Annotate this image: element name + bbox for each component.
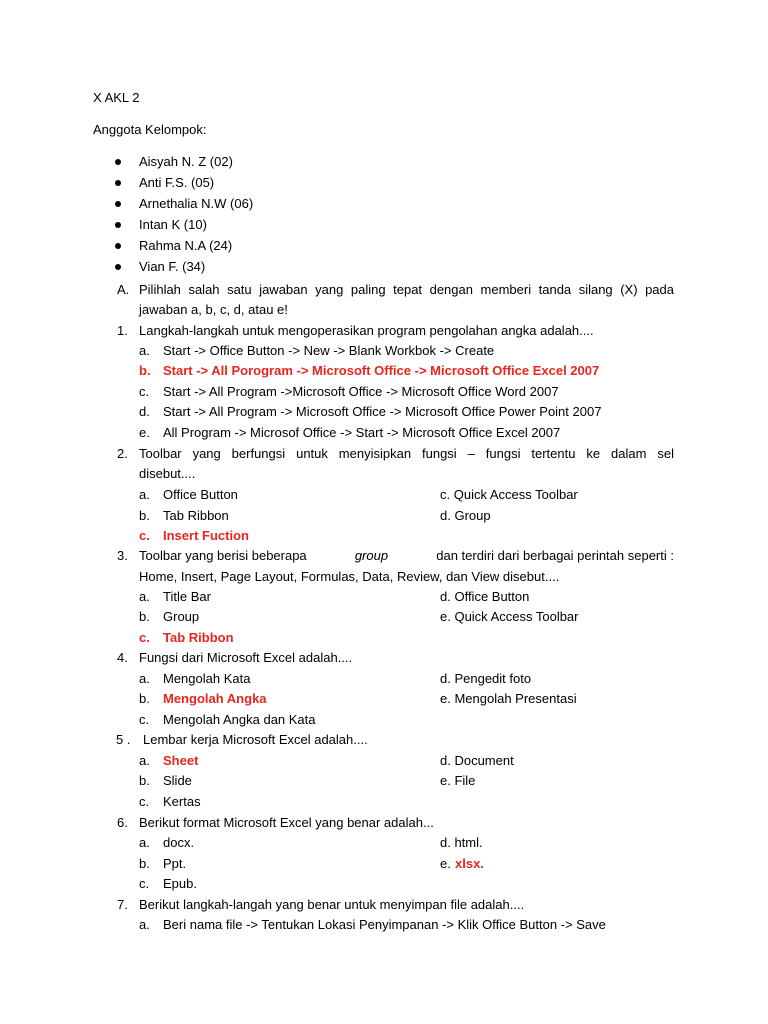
option-letter: a. bbox=[139, 589, 150, 604]
option-letter-correct: b. bbox=[139, 363, 151, 378]
option-text: d. Document bbox=[440, 753, 514, 768]
option-text: Start -> Office Button -> New -> Blank Workbok -> Create bbox=[163, 343, 495, 358]
question-text: Berikut format Microsoft Excel yang benar adalah... bbox=[139, 815, 434, 830]
question-text: Toolbar yang berfungsi untuk menyisipkan fungsi – fungsi tertentu ke dalam sel bbox=[139, 446, 674, 461]
class-title: X AKL 2 bbox=[93, 90, 140, 105]
question-number: 2. bbox=[117, 446, 128, 461]
question-number: 5 . bbox=[116, 732, 131, 747]
member-item: Anti F.S. (05) bbox=[139, 175, 215, 190]
option-text: Start -> All Program -> Microsoft Office -> Microsoft Office Power Point 2007 bbox=[163, 404, 602, 419]
option-text: docx. bbox=[163, 835, 195, 850]
member-item: Vian F. (34) bbox=[139, 259, 206, 274]
option-text: d. Pengedit foto bbox=[440, 671, 532, 686]
question-number: 6. bbox=[117, 815, 128, 830]
option-text: Mengolah Kata bbox=[163, 671, 251, 686]
correct-answer: Insert Fuction bbox=[163, 528, 249, 543]
option-letter-correct: c. bbox=[139, 528, 150, 543]
option-text: d. html. bbox=[440, 835, 483, 850]
option-text: Office Button bbox=[163, 487, 238, 502]
option-letter: b. bbox=[139, 773, 150, 788]
option-letter: e. bbox=[440, 856, 451, 871]
option-text: e. Mengolah Presentasi bbox=[440, 691, 577, 706]
option-letter: c. bbox=[139, 712, 150, 727]
question-number: 1. bbox=[117, 323, 128, 338]
question-text bbox=[139, 548, 674, 564]
member-item: Aisyah N. Z (02) bbox=[139, 154, 233, 169]
option-text: Kertas bbox=[163, 794, 201, 809]
option-text: Start -> All Program ->Microsoft Office -> Microsoft Office Word 2007 bbox=[163, 384, 559, 399]
option-text: All Program -> Microsof Office -> Start -> Microsoft Office Excel 2007 bbox=[163, 425, 561, 440]
bullet-icon bbox=[115, 159, 121, 165]
option-text: d. Office Button bbox=[440, 589, 530, 604]
bullet-icon bbox=[115, 243, 121, 249]
question-number: 7. bbox=[117, 897, 128, 912]
option-letter: a. bbox=[139, 487, 150, 502]
bullet-icon bbox=[115, 222, 121, 228]
option-letter: b. bbox=[139, 508, 150, 523]
option-letter: c. bbox=[139, 794, 150, 809]
correct-answer: Start -> All Porogram -> Microsoft Office -> Microsoft Office Excel 2007 bbox=[163, 363, 600, 378]
correct-answer: Sheet bbox=[163, 753, 199, 768]
option-text: Title Bar bbox=[163, 589, 211, 604]
option-letter: c. bbox=[139, 384, 150, 399]
option-text: Beri nama file -> Tentukan Lokasi Penyimpanan -> Klik Office Button -> Save bbox=[163, 917, 606, 932]
option-letter: b. bbox=[139, 609, 150, 624]
question-text-cont: disebut.... bbox=[139, 466, 196, 481]
question-text: Berikut langkah-langah yang benar untuk menyimpan file adalah.... bbox=[139, 897, 525, 912]
option-text: e. File bbox=[440, 773, 476, 788]
option-letter: a. bbox=[139, 917, 150, 932]
question-text: Fungsi dari Microsoft Excel adalah.... bbox=[139, 650, 353, 665]
question-text: Langkah-langkah untuk mengoperasikan program pengolahan angka adalah.... bbox=[139, 323, 594, 338]
option-text: e. Quick Access Toolbar bbox=[440, 609, 579, 624]
option-letter: e. bbox=[139, 425, 150, 440]
member-item: Intan K (10) bbox=[139, 217, 207, 232]
option-letter: a. bbox=[139, 671, 150, 686]
question-emphasis: group bbox=[354, 548, 389, 563]
correct-answer: Mengolah Angka bbox=[163, 691, 267, 706]
option-letter: a. bbox=[139, 343, 150, 358]
instruction-line-2: jawaban a, b, c, d, atau e! bbox=[139, 302, 288, 317]
option-text: Mengolah Angka dan Kata bbox=[163, 712, 316, 727]
member-item: Arnethalia N.W (06) bbox=[139, 196, 254, 211]
question-text-part: dan terdiri dari berbagai perintah seperti : bbox=[436, 548, 674, 563]
question-text: Lembar kerja Microsoft Excel adalah.... bbox=[143, 732, 368, 747]
bullet-icon bbox=[115, 201, 121, 207]
option-text: Group bbox=[163, 609, 200, 624]
correct-answer: Tab Ribbon bbox=[163, 630, 234, 645]
option-text: Epub. bbox=[163, 876, 197, 891]
option-letter: d. bbox=[139, 404, 150, 419]
option-text: d. Group bbox=[440, 508, 491, 523]
option-letter: b. bbox=[139, 856, 150, 871]
question-number: 3. bbox=[117, 548, 128, 563]
member-item: Rahma N.A (24) bbox=[139, 238, 233, 253]
instruction-line-1: Pilihlah salah satu jawaban yang paling tepat dengan memberi tanda silang (X) pada bbox=[139, 282, 674, 297]
option-text: c. Quick Access Toolbar bbox=[440, 487, 578, 502]
group-label: Anggota Kelompok: bbox=[93, 122, 207, 137]
question-text-part: Toolbar yang berisi beberapa bbox=[139, 548, 307, 563]
option-text: Ppt. bbox=[163, 856, 187, 871]
option-letter: c. bbox=[139, 876, 150, 891]
question-text-cont: Home, Insert, Page Layout, Formulas, Data, Review, dan View disebut.... bbox=[139, 569, 560, 584]
bullet-icon bbox=[115, 264, 121, 270]
option-letter-correct: c. bbox=[139, 630, 150, 645]
option-letter: b. bbox=[139, 691, 150, 706]
correct-answer: xlsx. bbox=[455, 856, 484, 871]
bullet-icon bbox=[115, 180, 121, 186]
instruction-marker: A. bbox=[117, 282, 130, 297]
option-letter: a. bbox=[139, 835, 150, 850]
option-letter: a. bbox=[139, 753, 150, 768]
question-number: 4. bbox=[117, 650, 128, 665]
option-text: Tab Ribbon bbox=[163, 508, 229, 523]
option-text: Slide bbox=[163, 773, 192, 788]
